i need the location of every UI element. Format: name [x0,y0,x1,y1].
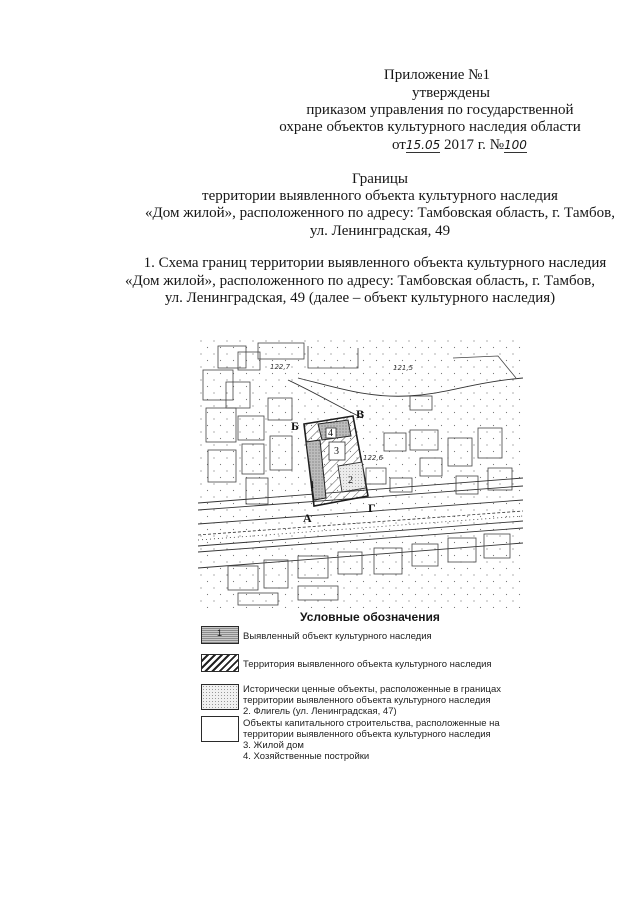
legend-item-construction [243,718,500,762]
section-line-1: 1. Схема границ территории выявленного объекта культурного наследия [143,255,607,271]
handwritten-number: 100 [504,138,527,152]
legend-text-line: Объекты капитального строительства, расположенные на [243,718,500,729]
approved-label: утверждены [412,85,490,101]
boundary-point-b: Б [291,419,299,433]
appendix-number: Приложение №1 [383,67,490,83]
legend-text-line: территории выявленного объекта культурного наследия [243,729,491,740]
number-label: № [489,137,504,153]
object-number: 1 [310,480,315,491]
object-number: 2 [348,475,353,486]
elevation-mark: 122,6 [363,454,384,462]
legend-swatch-territory [201,654,239,672]
legend-item-object: Выявленный объект культурного наследия [243,631,432,642]
title-line-2: территории выявленного объекта культурного наследия [202,188,558,204]
section-line-2: «Дом жилой», расположенного по адресу: Тамбовская область, г. Тамбов, [125,273,595,289]
legend-swatch-number: 1 [217,628,223,638]
boundary-point-a: А [303,511,312,525]
legend-text-line: 4. Хозяйственные постройки [243,751,370,762]
object-number: 3 [334,446,339,457]
boundary-point-v: В [356,407,365,421]
legend-text-line: 3. Жилой дом [243,740,304,751]
legend-text-line: Исторически ценные объекты, расположенные в границах [243,684,501,695]
title-line-3: «Дом жилой», расположенного по адресу: Тамбовская область, г. Тамбов, [145,205,615,221]
legend-swatch-construction [201,716,239,742]
elevation-mark: 121,5 [393,364,414,372]
legend-text-line: 2. Флигель (ул. Ленинградская, 47) [243,706,397,717]
boundary-point-g: Г [368,501,376,515]
elevation-mark: 122,7 [270,363,291,371]
order-date-line [392,136,527,154]
legend-title: Условные обозначения [300,610,440,624]
legend-swatch-object [201,626,239,644]
order-line-2: охране объектов культурного наследия области [279,119,581,135]
legend-swatch-historic [201,684,239,710]
legend-item-historic [243,684,501,717]
date-year: 2017 г. [443,137,486,153]
section-line-3: ул. Ленинградская, 49 (далее – объект культурного наследия) [164,290,556,306]
title-line-4: ул. Ленинградская, 49 [309,223,451,239]
date-prefix: от [392,137,406,153]
handwritten-date: 15.05 [405,138,441,152]
boundary-scheme-map [198,338,523,608]
legend-item-territory: Территория выявленного объекта культурного наследия [243,659,492,670]
title-line-1: Границы [351,171,409,187]
object-number: 4 [328,428,333,439]
order-line: приказом управления по государственной [306,102,574,118]
legend-text-line: территории выявленного объекта культурного наследия [243,695,491,706]
